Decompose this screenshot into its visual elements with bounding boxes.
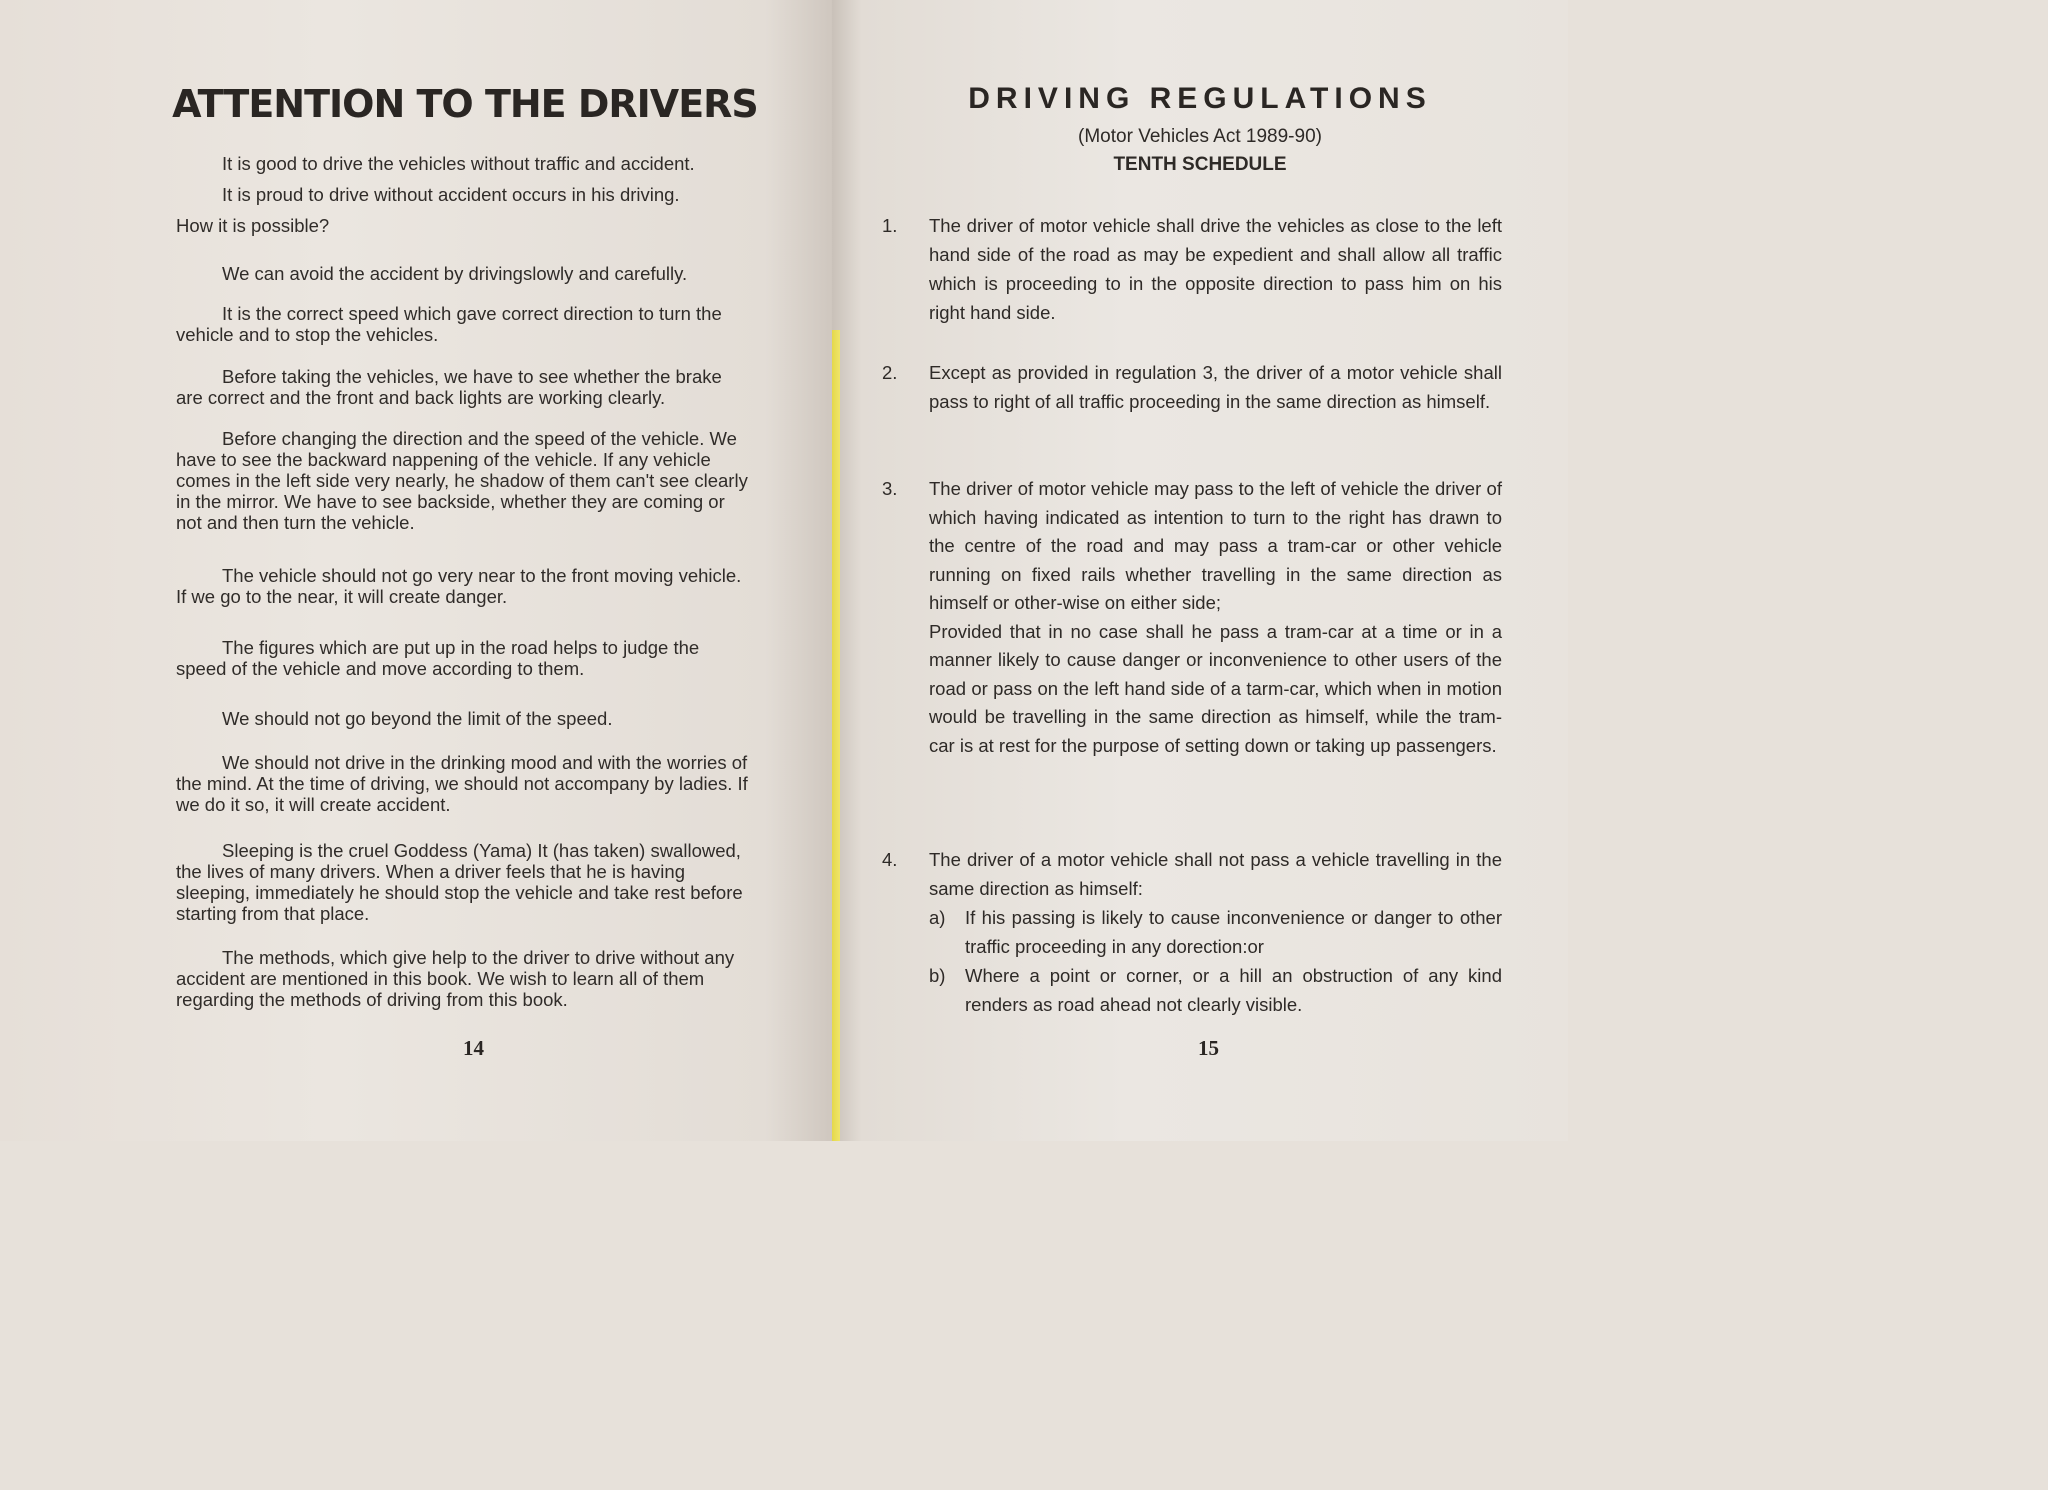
subitem-text: Where a point or corner, or a hill an obstruction of any kind renders as road ahead not clearly visible. — [965, 965, 1502, 1015]
regulation-4 — [882, 845, 1502, 1019]
intro-line-2: It is proud to drive without accident occurs in his driving. — [222, 184, 680, 205]
schedule-heading: TENTH SCHEDULE — [1113, 154, 1287, 175]
right-page-number: 15 — [1198, 1036, 1219, 1060]
spine-yellow-strip — [832, 330, 840, 1141]
subitem-label: b) — [929, 965, 946, 986]
regulation-text: The driver of a motor vehicle shall not pass a vehicle travelling in the same direction as himself: — [929, 849, 1502, 899]
subitem-text: If his passing is likely to cause inconvenience or danger to other traffic proceeding in any dorection:or — [965, 907, 1502, 957]
subitem-b — [929, 961, 1502, 1019]
regulation-text: The driver of motor vehicle shall drive the vehicles as close to the left hand side of the road as may be expedient and shall allow all traffic which is proceeding to in the opposite direction to pass him on his right hand side. — [929, 215, 1502, 323]
regulation-3 — [882, 475, 1502, 760]
question-line: How it is possible? — [176, 215, 330, 236]
paragraph-4: Before changing the direction and the speed of the vehicle. We have to see the backward nappening of the vehicle. If any vehicle comes in the left side very nearly, he shadow of them can't see clearly in the mirror. We have to see backside, whether they are coming or not and then turn the vehicle. — [176, 428, 748, 533]
left-page-title: ATTENTION TO THE DRIVERS — [172, 82, 758, 126]
act-subtitle: (Motor Vehicles Act 1989-90) — [1078, 126, 1322, 147]
regulation-text: The driver of motor vehicle may pass to the left of vehicle the driver of which having indicated as intention to turn to the right has drawn to the centre of the road and may pass a tram-car or other vehicle running on fixed rails whether travelling in the same direction as himself or other-wise on either side; — [929, 478, 1502, 613]
paragraph-6: The figures which are put up in the road helps to judge the speed of the vehicle and move according to them. — [176, 637, 700, 679]
paragraph-5: The vehicle should not go very near to the front moving vehicle. If we go to the near, it will create danger. — [176, 565, 742, 607]
right-page-title: DRIVING REGULATIONS — [968, 82, 1432, 115]
intro-line-1: It is good to drive the vehicles without traffic and accident. — [222, 153, 695, 174]
regulation-number: 2. — [882, 362, 898, 383]
regulation-number: 4. — [882, 849, 898, 870]
paragraph-1: We can avoid the accident by drivingslowly and carefully. — [222, 263, 688, 284]
paragraph-2: It is the correct speed which gave correct direction to turn the vehicle and to stop the vehicles. — [176, 303, 722, 345]
regulation-text: Except as provided in regulation 3, the driver of a motor vehicle shall pass to right of all traffic proceeding in the same direction as himself. — [929, 362, 1502, 412]
regulation-number: 3. — [882, 478, 898, 499]
paragraph-7: We should not go beyond the limit of the speed. — [222, 708, 613, 729]
paragraph-3: Before taking the vehicles, we have to see whether the brake are correct and the front and back lights are working clearly. — [176, 366, 722, 408]
paragraph-9: Sleeping is the cruel Goddess (Yama) It (has taken) swallowed, the lives of many drivers. When a driver feels that he is having sleeping, immediately he should stop the vehicle and take rest before starting from that place. — [176, 840, 743, 924]
subitem-label: a) — [929, 907, 946, 928]
left-page-number: 14 — [463, 1036, 484, 1060]
paragraph-10: The methods, which give help to the driver to drive without any accident are mentioned in this book. We wish to learn all of them regarding the methods of driving from this book. — [176, 947, 735, 1010]
regulation-proviso: Provided that in no case shall he pass a tram-car at a time or in a manner likely to cause danger or inconvenience to other users of the road or pass on the left hand side of a tarm-car, which when in motion would be travelling in the same direction as himself, while the tram-car is at rest for the purpose of setting down or taking up passengers. — [929, 620, 1502, 756]
regulation-1 — [882, 211, 1502, 327]
regulation-2 — [882, 358, 1502, 416]
paragraph-8: We should not drive in the drinking mood and with the worries of the mind. At the time of driving, we should not accompany by ladies. If we do it so, it will create accident. — [176, 752, 748, 815]
subitem-a — [929, 903, 1502, 961]
regulation-number: 1. — [882, 215, 898, 236]
